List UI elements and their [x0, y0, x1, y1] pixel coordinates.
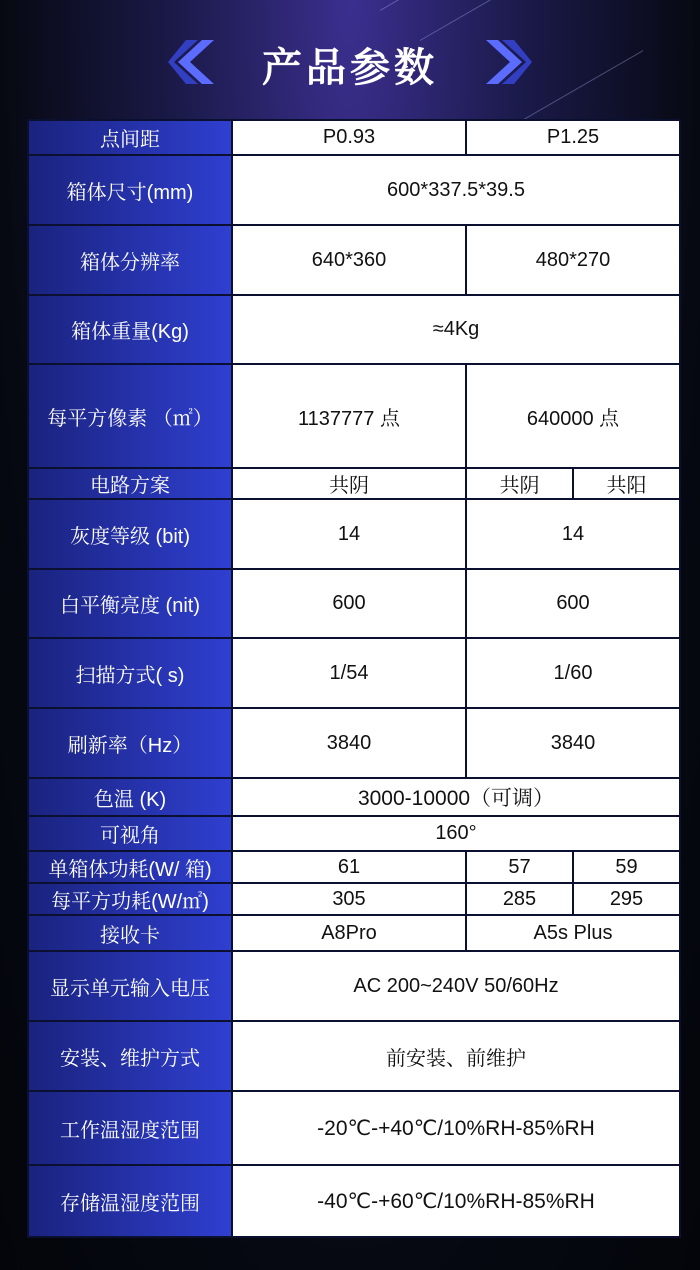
table-row: [28, 851, 680, 883]
table-row: [28, 1021, 680, 1091]
table-cell: 共阳: [573, 468, 680, 499]
table-cell: 3840: [232, 708, 466, 778]
table-cell: ≈4Kg: [232, 295, 680, 364]
row-label: 可视角: [28, 816, 232, 851]
row-label: 每平方功耗(W/㎡): [28, 883, 232, 915]
table-cell: A5s Plus: [466, 915, 680, 951]
table-cell: 61: [232, 851, 466, 883]
page-title: 产品参数: [262, 46, 438, 90]
table-cell: 600*337.5*39.5: [232, 155, 680, 225]
table-cell: A8Pro: [232, 915, 466, 951]
table-row: [28, 499, 680, 569]
row-label: 电路方案: [28, 468, 232, 499]
table-row: [28, 468, 680, 499]
table-cell: 295: [573, 883, 680, 915]
table-cell: 640*360: [232, 225, 466, 295]
row-label: 显示单元输入电压: [28, 951, 232, 1021]
table-cell: 14: [466, 499, 680, 569]
table-cell: 600: [232, 569, 466, 638]
table-cell: -20℃-+40℃/10%RH-85%RH: [232, 1091, 680, 1165]
table-cell: 3000-10000（可调）: [232, 778, 680, 816]
table-row: [28, 120, 680, 155]
table-cell: 1/54: [232, 638, 466, 708]
table-row: [28, 569, 680, 638]
row-label: 接收卡: [28, 915, 232, 951]
table-row: [28, 225, 680, 295]
table-row: [28, 708, 680, 778]
table-row: [28, 1165, 680, 1237]
row-label: 色温 (K): [28, 778, 232, 816]
table-cell: 共阴: [232, 468, 466, 499]
row-label: 每平方像素 （㎡）: [28, 364, 232, 468]
row-label: 箱体重量(Kg): [28, 295, 232, 364]
row-label: 扫描方式( s): [28, 638, 232, 708]
row-label: 点间距: [28, 120, 232, 155]
table-cell: 前安装、前维护: [232, 1021, 680, 1091]
table-cell: 57: [466, 851, 573, 883]
chevron-right-icon: [486, 40, 532, 84]
table-cell: 640000 点: [466, 364, 680, 468]
table-row: [28, 155, 680, 225]
table-row: [28, 883, 680, 915]
row-label: 刷新率（Hz）: [28, 708, 232, 778]
table-row: [28, 778, 680, 816]
table-cell: 59: [573, 851, 680, 883]
row-label: 工作温湿度范围: [28, 1091, 232, 1165]
table-cell: 285: [466, 883, 573, 915]
table-row: [28, 364, 680, 468]
table-cell: 共阴: [466, 468, 573, 499]
table-row: [28, 295, 680, 364]
row-label: 箱体分辨率: [28, 225, 232, 295]
table-cell: 160°: [232, 816, 680, 851]
table-row: [28, 915, 680, 951]
table-cell: -40℃-+60℃/10%RH-85%RH: [232, 1165, 680, 1237]
table-row: [28, 951, 680, 1021]
table-cell: 1/60: [466, 638, 680, 708]
row-label: 存储温湿度范围: [28, 1165, 232, 1237]
row-label: 白平衡亮度 (nit): [28, 569, 232, 638]
row-label: 灰度等级 (bit): [28, 499, 232, 569]
header: [0, 0, 700, 118]
table-cell: 480*270: [466, 225, 680, 295]
row-label: 安装、维护方式: [28, 1021, 232, 1091]
row-label: 单箱体功耗(W/ 箱): [28, 851, 232, 883]
spec-table: [27, 119, 681, 1238]
table-cell: 305: [232, 883, 466, 915]
table-cell: 14: [232, 499, 466, 569]
row-label: 箱体尺寸(mm): [28, 155, 232, 225]
table-cell: AC 200~240V 50/60Hz: [232, 951, 680, 1021]
table-row: [28, 1091, 680, 1165]
table-cell: P1.25: [466, 120, 680, 155]
table-row: [28, 816, 680, 851]
table-cell: 3840: [466, 708, 680, 778]
table-cell: 1137777 点: [232, 364, 466, 468]
table-cell: 600: [466, 569, 680, 638]
table-row: [28, 638, 680, 708]
table-cell: P0.93: [232, 120, 466, 155]
